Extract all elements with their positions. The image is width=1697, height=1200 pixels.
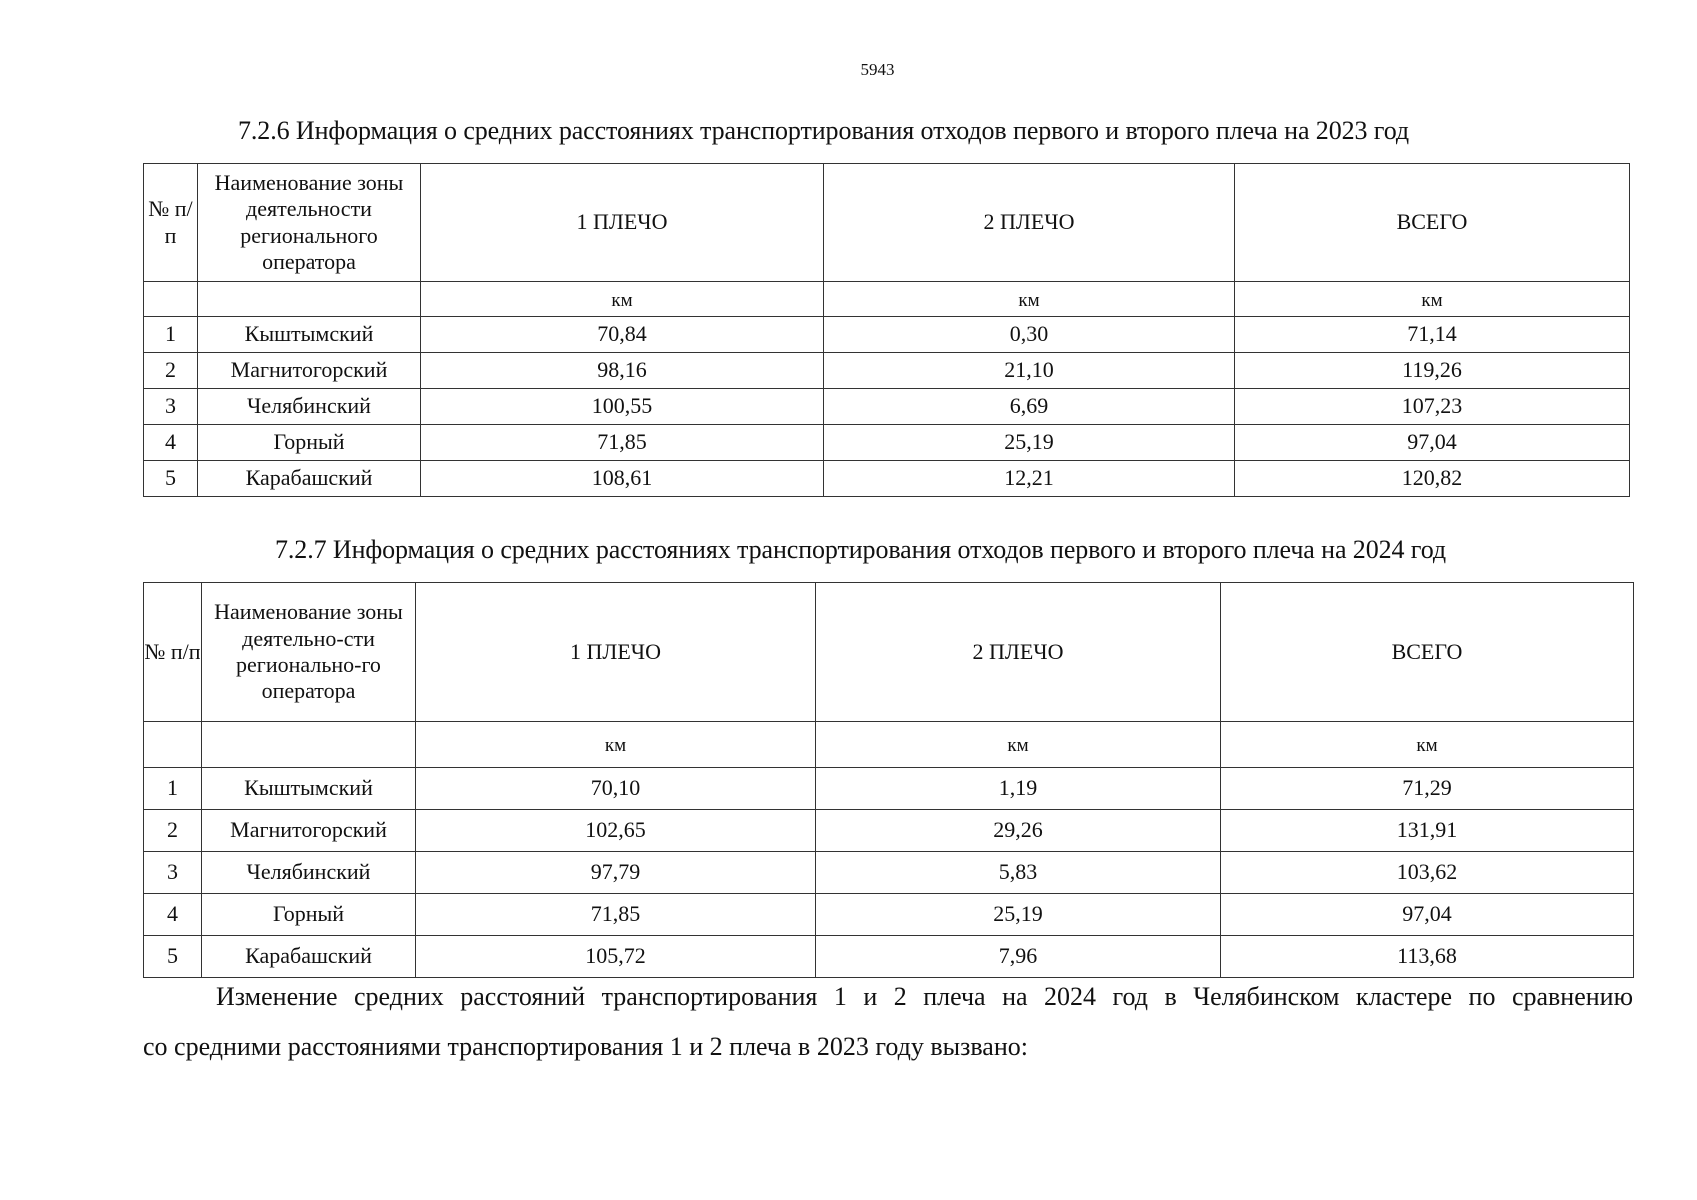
unit-empty-cell [144,722,202,768]
header-leg2: 2 ПЛЕЧО [824,164,1235,282]
row-leg1: 71,85 [421,425,824,461]
row-zone: Челябинский [198,389,421,425]
distance-table-2024 [143,582,1634,978]
table-header-row [144,164,1630,282]
page-number: 5943 [860,60,895,79]
table-row [144,317,1630,353]
row-total: 119,26 [1235,353,1630,389]
table-row [144,768,1634,810]
row-zone: Карабашский [202,936,416,978]
row-zone: Горный [202,894,416,936]
unit-empty-cell [198,282,421,317]
row-total: 71,14 [1235,317,1630,353]
row-total: 71,29 [1221,768,1634,810]
table-title-2024: 7.2.7 Информация о средних расстояниях транспортирования отходов первого и второго плеча на 2024 год [275,535,1446,564]
row-number: 1 [144,768,202,810]
row-number: 3 [144,389,198,425]
row-leg2: 5,83 [816,852,1221,894]
row-leg2: 21,10 [824,353,1235,389]
unit-empty-cell [202,722,416,768]
row-zone: Кыштымский [202,768,416,810]
table-row [144,389,1630,425]
row-leg1: 70,84 [421,317,824,353]
header-leg2: 2 ПЛЕЧО [816,583,1221,722]
header-total: ВСЕГО [1235,164,1630,282]
header-zone: Наименование зоны деятельности регионального оператора [198,164,421,282]
row-total: 131,91 [1221,810,1634,852]
row-leg2: 7,96 [816,936,1221,978]
unit-total [1221,722,1634,768]
unit-label: км [604,735,627,757]
row-zone: Карабашский [198,461,421,497]
row-leg1: 71,85 [416,894,816,936]
row-number: 4 [144,894,202,936]
row-total: 113,68 [1221,936,1634,978]
row-zone: Кыштымский [198,317,421,353]
row-leg1: 98,16 [421,353,824,389]
paragraph-line-1: Изменение средних расстояний транспортирования 1 и 2 плеча на 2024 год в Челябинском кластере по сравнению [216,982,1633,1011]
row-number: 3 [144,852,202,894]
unit-leg2 [816,722,1221,768]
body-paragraph [143,972,1633,1072]
unit-leg1 [421,282,824,317]
unit-label: км [1416,735,1438,757]
row-total: 120,82 [1235,461,1630,497]
row-zone: Магнитогорский [198,353,421,389]
row-total: 103,62 [1221,852,1634,894]
table-title-2023: 7.2.6 Информация о средних расстояниях транспортирования отходов первого и второго плеча на 2023 год [238,116,1409,145]
row-number: 4 [144,425,198,461]
row-leg1: 100,55 [421,389,824,425]
row-number: 5 [144,461,198,497]
unit-row [144,722,1634,768]
unit-row [144,282,1630,317]
unit-leg2 [824,282,1235,317]
row-leg1: 97,79 [416,852,816,894]
row-number: 2 [144,810,202,852]
row-leg2: 1,19 [816,768,1221,810]
unit-leg1 [416,722,816,768]
row-leg1: 105,72 [416,936,816,978]
header-leg1: 1 ПЛЕЧО [421,164,824,282]
header-leg1: 1 ПЛЕЧО [416,583,816,722]
paragraph-line-2: со средними расстояниями транспортирования 1 и 2 плеча в 2023 году вызвано: [143,1032,1028,1061]
row-number: 1 [144,317,198,353]
table-row [144,810,1634,852]
header-num: № п/п [144,583,202,722]
row-leg2: 12,21 [824,461,1235,497]
row-leg1: 102,65 [416,810,816,852]
table-row [144,353,1630,389]
header-zone: Наименование зоны деятельно-сти регионально-го оператора [202,583,416,722]
header-num: № п/п [144,164,198,282]
table-header-row [144,583,1634,722]
row-leg1: 108,61 [421,461,824,497]
unit-label: км [611,289,633,311]
unit-label: км [1007,735,1029,757]
unit-label: км [1421,289,1443,311]
row-total: 97,04 [1235,425,1630,461]
row-leg2: 25,19 [824,425,1235,461]
unit-empty-cell [144,282,198,317]
row-leg2: 6,69 [824,389,1235,425]
row-leg2: 25,19 [816,894,1221,936]
unit-total [1235,282,1630,317]
row-zone: Челябинский [202,852,416,894]
unit-label: км [1018,289,1040,311]
row-total: 97,04 [1221,894,1634,936]
row-total: 107,23 [1235,389,1630,425]
row-number: 5 [144,936,202,978]
row-zone: Горный [198,425,421,461]
table-row [144,894,1634,936]
row-leg2: 29,26 [816,810,1221,852]
header-total: ВСЕГО [1221,583,1634,722]
distance-table-2023 [143,163,1630,497]
table-row [144,461,1630,497]
row-leg1: 70,10 [416,768,816,810]
table-row [144,852,1634,894]
row-zone: Магнитогорский [202,810,416,852]
row-leg2: 0,30 [824,317,1235,353]
row-number: 2 [144,353,198,389]
table-row [144,425,1630,461]
